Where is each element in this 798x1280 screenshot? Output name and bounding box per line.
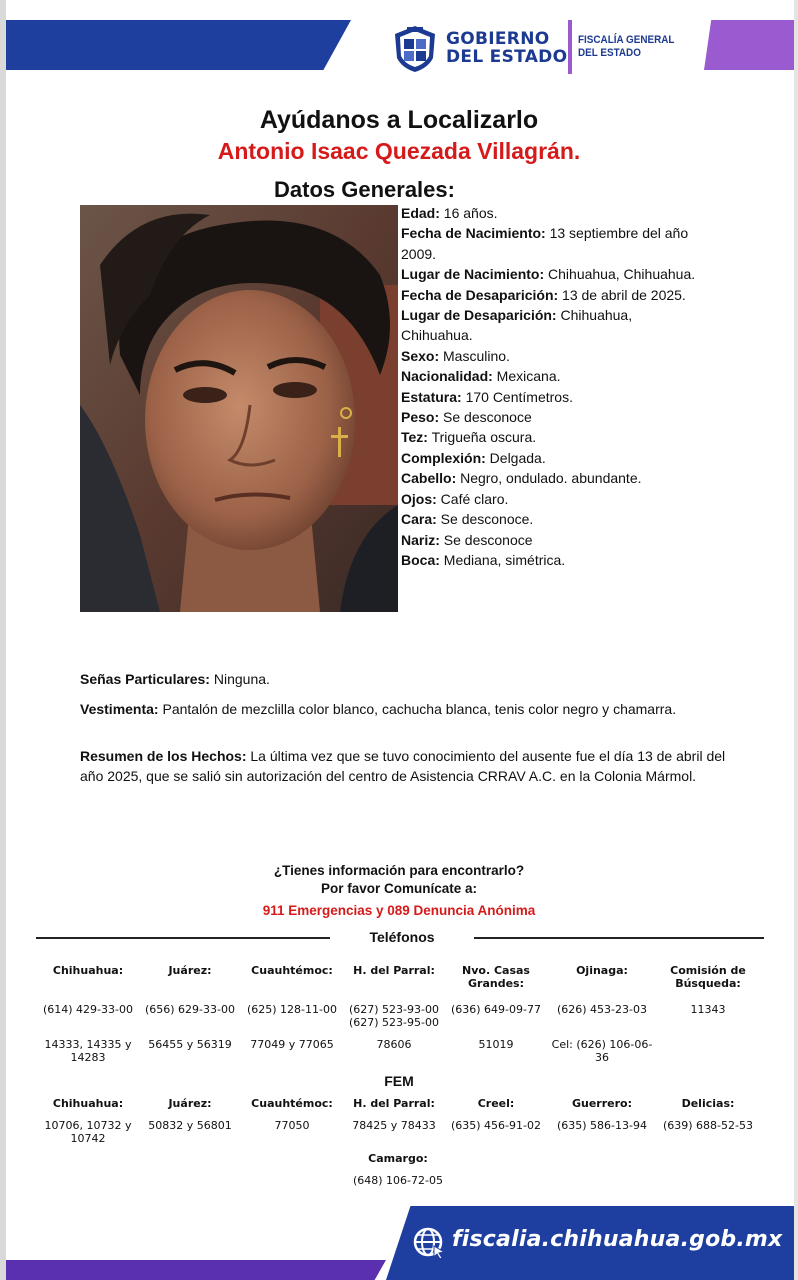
phone-number: 11343	[690, 1003, 726, 1016]
detail-value: Café claro.	[436, 490, 509, 507]
fem-number: 77050	[274, 1119, 310, 1132]
detail-value: Se desconoce	[439, 531, 533, 548]
detail-value: Masculino.	[439, 347, 510, 364]
phone-extension: 56455 y 56319	[148, 1038, 232, 1051]
section-title: Datos Generales:	[274, 177, 455, 202]
state-seal-icon	[392, 24, 438, 74]
fisc-line2: DEL ESTADO	[578, 47, 641, 59]
fem-city: Juárez:	[168, 1097, 212, 1110]
detail-row	[401, 550, 701, 570]
detail-label: Sexo:	[401, 347, 440, 364]
detail-row	[401, 509, 701, 529]
emergency-numbers: 911 Emergencias y 089 Denuncia Anónima	[262, 903, 536, 918]
detail-row	[401, 387, 701, 407]
detail-row	[401, 264, 701, 284]
detail-row	[401, 530, 701, 550]
detail-value: Chihuahua, Chihuahua.	[544, 266, 696, 283]
phone-number: (627) 523-93-00 (627) 523-95-00	[348, 1003, 439, 1029]
detail-row	[401, 427, 701, 447]
detail-label: Boca:	[401, 551, 440, 568]
phone-extension: 78606	[376, 1038, 412, 1051]
detail-value: Trigueña oscura.	[427, 429, 537, 446]
fem-table	[40, 1097, 762, 1152]
contact-instruction: Por favor Comunícate a:	[320, 881, 478, 896]
camargo-entry	[40, 1152, 762, 1192]
divider-right	[474, 937, 764, 939]
footer-url-link[interactable]: fiscalia.chihuahua.gob.mx	[452, 1227, 783, 1252]
person-name: Antonio Isaac Quezada Villagrán.	[217, 138, 581, 164]
phone-city: Comisión de Búsqueda:	[670, 964, 746, 990]
detail-row	[401, 448, 701, 468]
vestimenta	[80, 699, 730, 719]
vestimenta-label: Vestimenta:	[80, 701, 159, 717]
detail-label: Cara:	[401, 511, 437, 528]
phone-extension: 51019	[478, 1038, 514, 1051]
phone-extension: Cel: (626) 106-06-36	[551, 1038, 653, 1064]
fem-heading: FEM	[384, 1073, 414, 1089]
header-purple-bar	[704, 20, 794, 70]
fiscalia-logo	[578, 34, 674, 60]
camargo-phone: (648) 106-72-05	[352, 1174, 443, 1187]
phone-number: (614) 429-33-00	[42, 1003, 133, 1016]
logo-divider	[568, 20, 572, 74]
phone-number: (636) 649-09-77	[450, 1003, 541, 1016]
resumen-value: La última vez que se tuvo conocimiento del ausente fue el día 13 de abril del año 2025, que se salió sin autorización del centro de Asistencia CRRAV A.C. en la Colonia Mármol.	[80, 748, 726, 784]
vestimenta-value: Pantalón de mezclilla color blanco, cachucha blanca, tenis color negro y chamarra.	[158, 701, 677, 717]
senas-particulares	[80, 669, 730, 689]
phone-city: Nvo. Casas Grandes:	[462, 964, 530, 990]
detail-value: Negro, ondulado. abundante.	[456, 470, 642, 487]
phone-city: H. del Parral:	[353, 964, 435, 977]
fem-city: H. del Parral:	[353, 1097, 435, 1110]
detail-row	[401, 285, 701, 305]
phone-number: (656) 629-33-00	[144, 1003, 235, 1016]
senas-label: Señas Particulares:	[80, 671, 210, 687]
details-list	[401, 203, 701, 570]
detail-value: 170 Centímetros.	[461, 388, 573, 405]
fem-city: Delicias:	[681, 1097, 735, 1110]
fisc-line1: FISCALÍA GENERAL	[578, 34, 675, 46]
fem-number: 78425 y 78433	[352, 1119, 436, 1132]
phone-extension: 77049 y 77065	[250, 1038, 334, 1051]
detail-value: Mexicana.	[492, 368, 561, 385]
detail-value: Mediana, simétrica.	[439, 551, 566, 568]
detail-row	[401, 407, 701, 427]
senas-value: Ninguna.	[209, 671, 270, 687]
telefonos-heading: Teléfonos	[369, 929, 435, 945]
missing-person-photo	[80, 205, 398, 612]
gobierno-del-estado-logo	[446, 30, 567, 66]
detail-label: Peso:	[401, 409, 440, 426]
detail-row	[401, 366, 701, 386]
fem-number: (635) 586-13-94	[556, 1119, 647, 1132]
fem-city: Cuauhtémoc:	[251, 1097, 333, 1110]
gob-line1: GOBIERNO	[446, 29, 550, 49]
phone-city: Cuauhtémoc:	[251, 964, 333, 977]
detail-row	[401, 468, 701, 488]
globe-icon	[412, 1226, 446, 1260]
detail-row	[401, 305, 701, 346]
detail-label: Lugar de Desaparición:	[401, 307, 557, 324]
fem-number: (635) 456-91-02	[450, 1119, 541, 1132]
fem-number: 50832 y 56801	[148, 1119, 232, 1132]
detail-value: 13 septiembre del año 2009.	[401, 225, 689, 262]
detail-value: Delgada.	[485, 449, 546, 466]
phone-number: (625) 128-11-00	[246, 1003, 337, 1016]
fem-number: 10706, 10732 y 10742	[44, 1119, 132, 1145]
detail-label: Fecha de Desaparición:	[401, 286, 559, 303]
phone-city: Chihuahua:	[52, 964, 124, 977]
fem-city: Chihuahua:	[52, 1097, 124, 1110]
phone-city: Ojinaga:	[576, 964, 628, 977]
detail-label: Estatura:	[401, 388, 462, 405]
detail-label: Cabello:	[401, 470, 457, 487]
detail-value: Se desconoce.	[436, 511, 534, 528]
detail-row	[401, 489, 701, 509]
detail-row	[401, 203, 701, 223]
fem-number: (639) 688-52-53	[662, 1119, 753, 1132]
resumen-label: Resumen de los Hechos:	[80, 748, 247, 764]
phone-extension: 14333, 14335 y 14283	[44, 1038, 132, 1064]
header-blue-bar	[6, 20, 351, 70]
detail-value: 13 de abril de 2025.	[558, 286, 686, 303]
camargo-city: Camargo:	[368, 1152, 428, 1165]
detail-label: Edad:	[401, 205, 440, 221]
detail-label: Fecha de Nacimiento:	[401, 225, 546, 242]
fem-city: Guerrero:	[571, 1097, 632, 1110]
detail-label: Tez:	[401, 429, 428, 446]
contact-question: ¿Tienes información para encontrarlo?	[273, 863, 525, 878]
telefonos-table	[40, 964, 762, 1074]
detail-value: Se desconoce	[439, 409, 532, 426]
gob-line2: DEL ESTADO	[446, 47, 568, 67]
resumen-hechos	[80, 746, 730, 786]
detail-label: Nariz:	[401, 531, 440, 548]
detail-value: 16 años.	[439, 205, 498, 221]
detail-row	[401, 223, 701, 264]
detail-row	[401, 346, 701, 366]
detail-label: Lugar de Nacimiento:	[401, 266, 545, 283]
detail-label: Ojos:	[401, 490, 437, 507]
detail-value: Chihuahua, Chihuahua.	[401, 307, 633, 344]
phone-number: (626) 453-23-03	[556, 1003, 647, 1016]
footer-purple-bar	[6, 1260, 386, 1280]
detail-label: Complexión:	[401, 449, 486, 466]
phone-city: Juárez:	[168, 964, 212, 977]
divider-left	[36, 937, 330, 939]
detail-label: Nacionalidad:	[401, 368, 493, 385]
page-title: Ayúdanos a Localizarlo	[259, 106, 539, 134]
fem-city: Creel:	[477, 1097, 515, 1110]
